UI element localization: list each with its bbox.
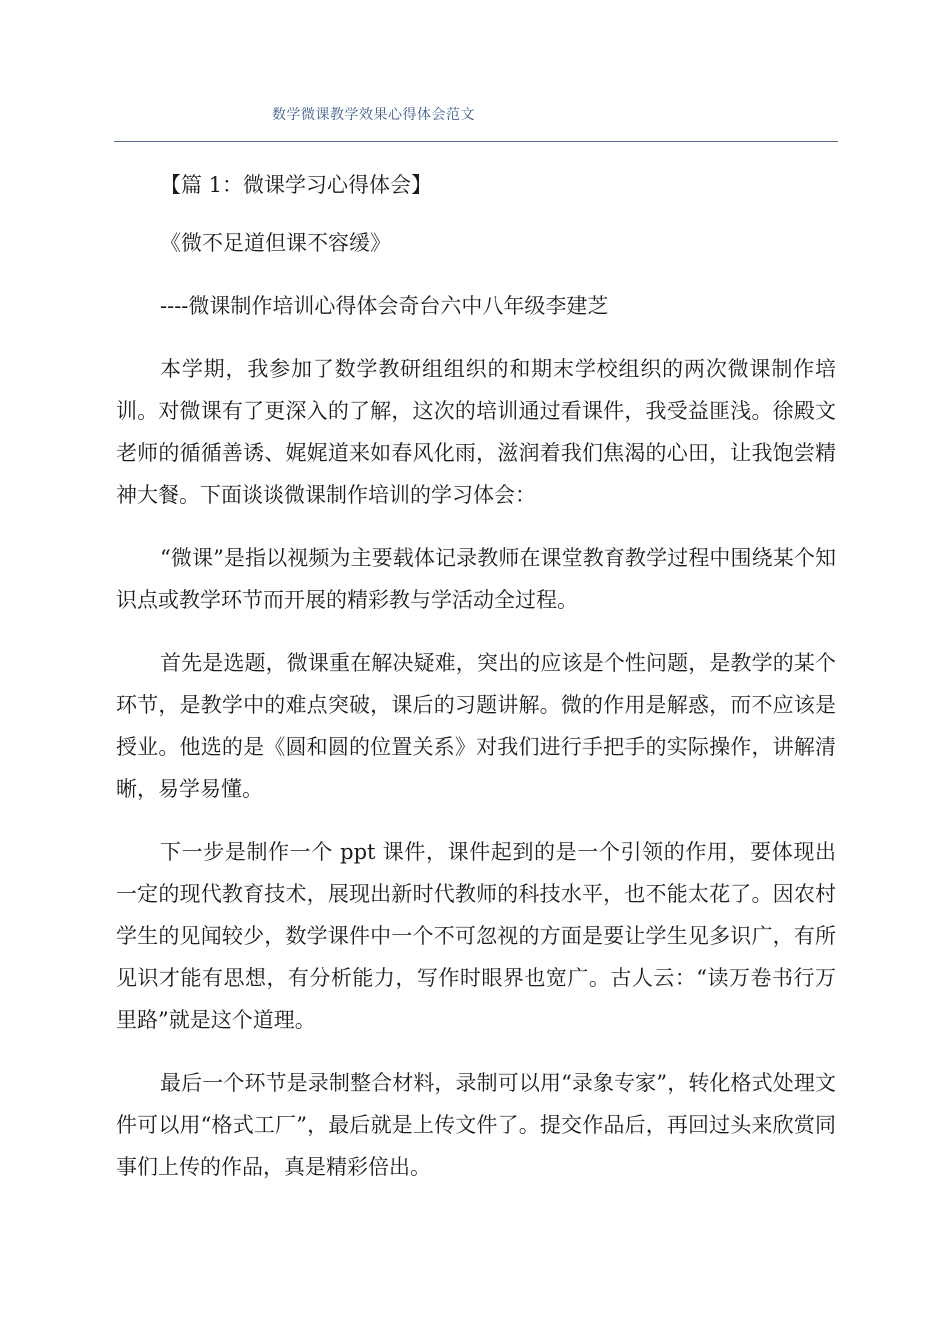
paragraph-1: 本学期，我参加了数学教研组组织的和期末学校组织的两次微课制作培训。对微课有了更深入的了解，这次的培训通过看课件，我受益匪浅。徐殿文老师的循循善诱、娓娓道来如春风化雨，滋润着我们焦渴的心田，让我饱尝精神大餐。下面谈谈微课制作培训的学习体会： bbox=[116, 357, 836, 507]
running-header: 数学微课教学效果心得体会范文 bbox=[272, 107, 475, 123]
header-rule bbox=[114, 141, 838, 142]
paragraph-3: 首先是选题，微课重在解决疑难，突出的应该是个性问题，是教学的某个环节，是教学中的难点突破，课后的习题讲解。微的作用是解惑，而不应该是授业。他选的是《圆和圆的位置关系》对我们进行手把手的实际操作，讲解清晰，易学易懂。 bbox=[116, 651, 836, 801]
paragraph-5: 最后一个环节是录制整合材料，录制可以用“录象专家”，转化格式处理文件可以用“格式工厂”，最后就是上传文件了。提交作品后，再回过头来欣赏同事们上传的作品，真是精彩倍出。 bbox=[116, 1071, 836, 1179]
section-heading: 【篇 1：微课学习心得体会】 bbox=[160, 173, 433, 197]
essay-title: 《微不足道但课不容缓》 bbox=[160, 231, 391, 255]
document-body bbox=[116, 164, 836, 1209]
paragraph-2: “微课”是指以视频为主要载体记录教师在课堂教育教学过程中围绕某个知识点或教学环节而开展的精彩教与学活动全过程。 bbox=[116, 546, 836, 612]
paragraph-4: 下一步是制作一个 ppt 课件，课件起到的是一个引领的作用，要体现出一定的现代教育技术，展现出新时代教师的科技水平，也不能太花了。因农村学生的见闻较少，数学课件中一个不可忽视的方面是要让学生见多识广，有所见识才能有思想，有分析能力，写作时眼界也宽广。古人云：“读万卷书行万里路”就是这个道理。 bbox=[116, 840, 836, 1032]
byline: ----微课制作培训心得体会奇台六中八年级李建芝 bbox=[160, 294, 609, 318]
